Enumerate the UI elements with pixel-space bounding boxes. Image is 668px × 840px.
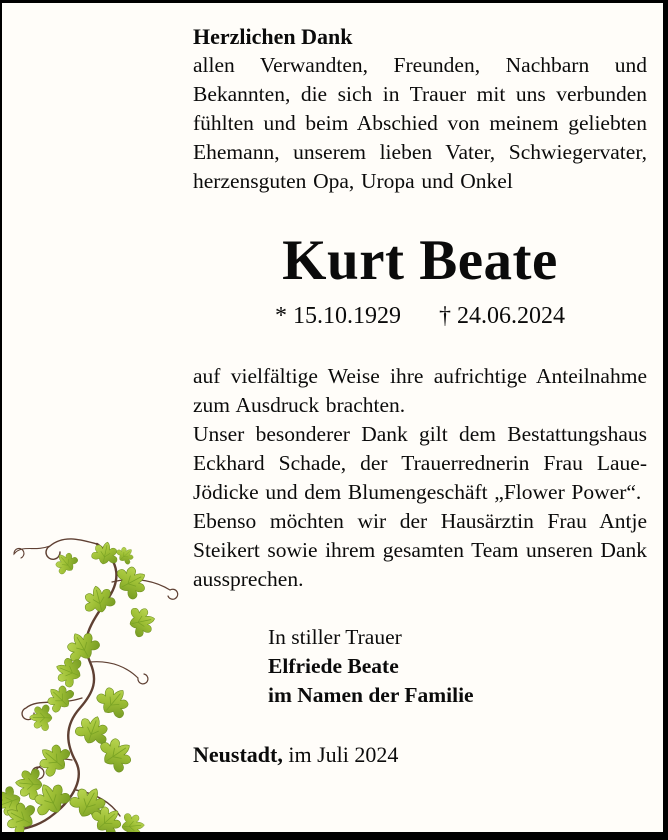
life-dates bbox=[193, 302, 647, 331]
ivy-vine-illustration bbox=[2, 522, 202, 832]
notice-heading: Herzlichen Dank bbox=[193, 24, 353, 49]
deceased-name: Kurt Beate bbox=[282, 229, 558, 292]
place-name: Neustadt, bbox=[193, 742, 283, 767]
thanks-paragraph: auf vielfältige Weise ihre aufrichtige Anteilnahme zum Ausdruck brachten. bbox=[193, 364, 647, 417]
closing-line-family: im Namen der Familie bbox=[268, 683, 474, 707]
closing-line-mourning: In stiller Trauer bbox=[268, 625, 402, 649]
ivy-leaves bbox=[2, 539, 158, 832]
place-date-line bbox=[193, 740, 647, 769]
closing-line-signatory: Elfriede Beate bbox=[268, 654, 399, 678]
thanks-block bbox=[193, 362, 647, 594]
thanks-paragraph: Ebenso möchten wir der Hausärztin Frau Antje Steikert sowie ihrem gesamten Team unseren Dank aussprechen. bbox=[193, 509, 647, 591]
closing-block bbox=[268, 623, 647, 710]
thanks-paragraph: Unser besonderer Dank gilt dem Bestattungshaus Eckhard Schade, der Trauerrednerin Frau Laue-Jödicke und dem Blumengeschäft „Flower Power“. bbox=[193, 422, 647, 504]
notice-text-column bbox=[193, 22, 647, 769]
death-date: † 24.06.2024 bbox=[439, 303, 565, 329]
birth-date: * 15.10.1929 bbox=[275, 303, 401, 329]
intro-paragraph: allen Verwandten, Freunden, Nachbarn und Bekannten, die sich in Trauer mit uns verbunden fühlten und beim Abschied von meinem geliebten Ehemann, unserem lieben Vater, Schwiegervater, herzensguten Opa, Uropa und Onkel bbox=[193, 53, 647, 193]
notice-date: im Juli 2024 bbox=[282, 742, 399, 767]
